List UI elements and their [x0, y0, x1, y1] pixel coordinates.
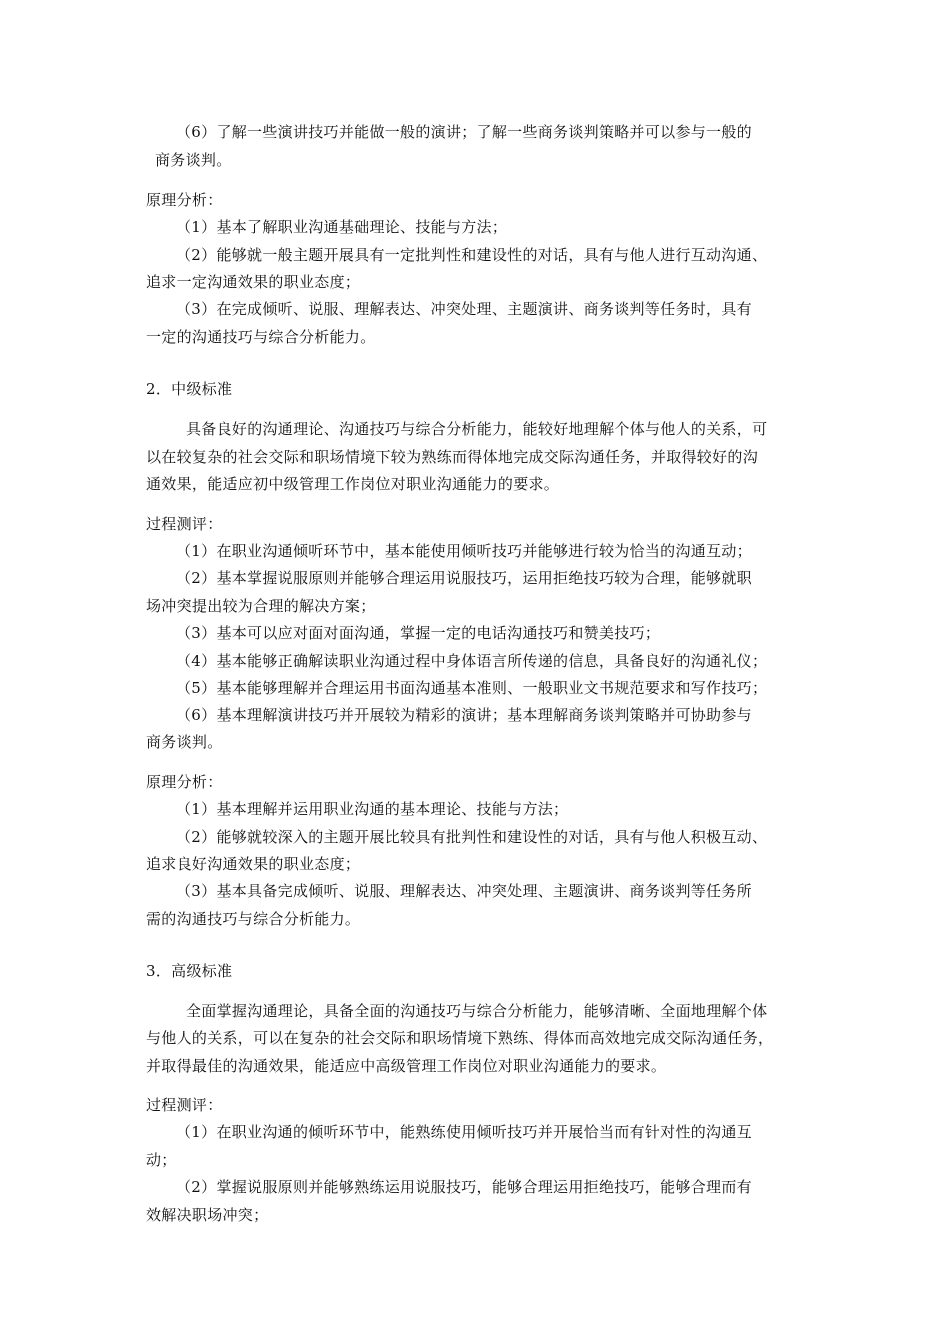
subheading: 过程测评： [146, 1096, 223, 1114]
list-item: （2）能够就较深入的主题开展比较具有批判性和建设性的对话，具有与他人积极互动、 [176, 828, 768, 846]
paragraph-line: 通效果，能适应初中级管理工作岗位对职业沟通能力的要求。 [146, 475, 560, 493]
list-item: （6）基本理解演讲技巧并开展较为精彩的演讲；基本理解商务谈判策略并可协助参与 [176, 706, 752, 724]
text-line: 动； [146, 1151, 177, 1169]
list-item: （1）在职业沟通的倾听环节中，能熟练使用倾听技巧并开展恰当而有针对性的沟通互 [176, 1123, 752, 1141]
text-line: 追求良好沟通效果的职业态度； [146, 855, 361, 873]
paragraph-line: 全面掌握沟通理论，具备全面的沟通技巧与综合分析能力，能够清晰、全面地理解个体 [186, 1002, 768, 1020]
list-item: （2）基本掌握说服原则并能够合理运用说服技巧，运用拒绝技巧较为合理，能够就职 [176, 569, 752, 587]
paragraph-line: 具备良好的沟通理论、沟通技巧与综合分析能力，能较好地理解个体与他人的关系，可 [186, 420, 768, 438]
list-item: （2）掌握说服原则并能够熟练运用说服技巧，能够合理运用拒绝技巧，能够合理而有 [176, 1178, 752, 1196]
paragraph-line: 以在较复杂的社会交际和职场情境下较为熟练而得体地完成交际沟通任务，并取得较好的沟 [146, 448, 759, 466]
list-item: （5）基本能够理解并合理运用书面沟通基本准则、一般职业文书规范要求和写作技巧； [176, 679, 768, 697]
text-line: 商务谈判。 [146, 733, 223, 751]
list-item: （3）基本具备完成倾听、说服、理解表达、冲突处理、主题演讲、商务谈判等任务所 [176, 882, 752, 900]
section-heading: 2．中级标准 [146, 380, 233, 398]
list-item: （3）基本可以应对面对面沟通，掌握一定的电话沟通技巧和赞美技巧； [176, 624, 661, 642]
text-line: 追求一定沟通效果的职业态度； [146, 273, 361, 291]
subheading: 原理分析： [146, 773, 223, 791]
text-line: 需的沟通技巧与综合分析能力。 [146, 910, 361, 928]
list-item: （1）基本了解职业沟通基础理论、技能与方法； [176, 218, 508, 236]
list-item: （4）基本能够正确解读职业沟通过程中身体语言所传递的信息，具备良好的沟通礼仪； [176, 652, 768, 670]
subheading: 原理分析： [146, 191, 223, 209]
text-line: 场冲突提出较为合理的解决方案； [146, 597, 376, 615]
subheading: 过程测评： [146, 515, 223, 533]
text-line: 商务谈判。 [155, 151, 232, 169]
list-item: （3）在完成倾听、说服、理解表达、冲突处理、主题演讲、商务谈判等任务时，具有 [176, 300, 752, 318]
text-line: 效解决职场冲突； [146, 1206, 269, 1224]
paragraph-line: 与他人的关系，可以在复杂的社会交际和职场情境下熟练、得体而高效地完成交际沟通任务， [146, 1029, 774, 1047]
text-line: （6）了解一些演讲技巧并能做一般的演讲；了解一些商务谈判策略并可以参与一般的 [176, 123, 752, 141]
list-item: （1）在职业沟通倾听环节中，基本能使用倾听技巧并能够进行较为恰当的沟通互动； [176, 542, 752, 560]
text-line: 一定的沟通技巧与综合分析能力。 [146, 328, 376, 346]
section-heading: 3．高级标准 [146, 962, 233, 980]
list-item: （2）能够就一般主题开展具有一定批判性和建设性的对话，具有与他人进行互动沟通、 [176, 246, 768, 264]
paragraph-line: 并取得最佳的沟通效果，能适应中高级管理工作岗位对职业沟通能力的要求。 [146, 1057, 667, 1075]
list-item: （1）基本理解并运用职业沟通的基本理论、技能与方法； [176, 800, 569, 818]
